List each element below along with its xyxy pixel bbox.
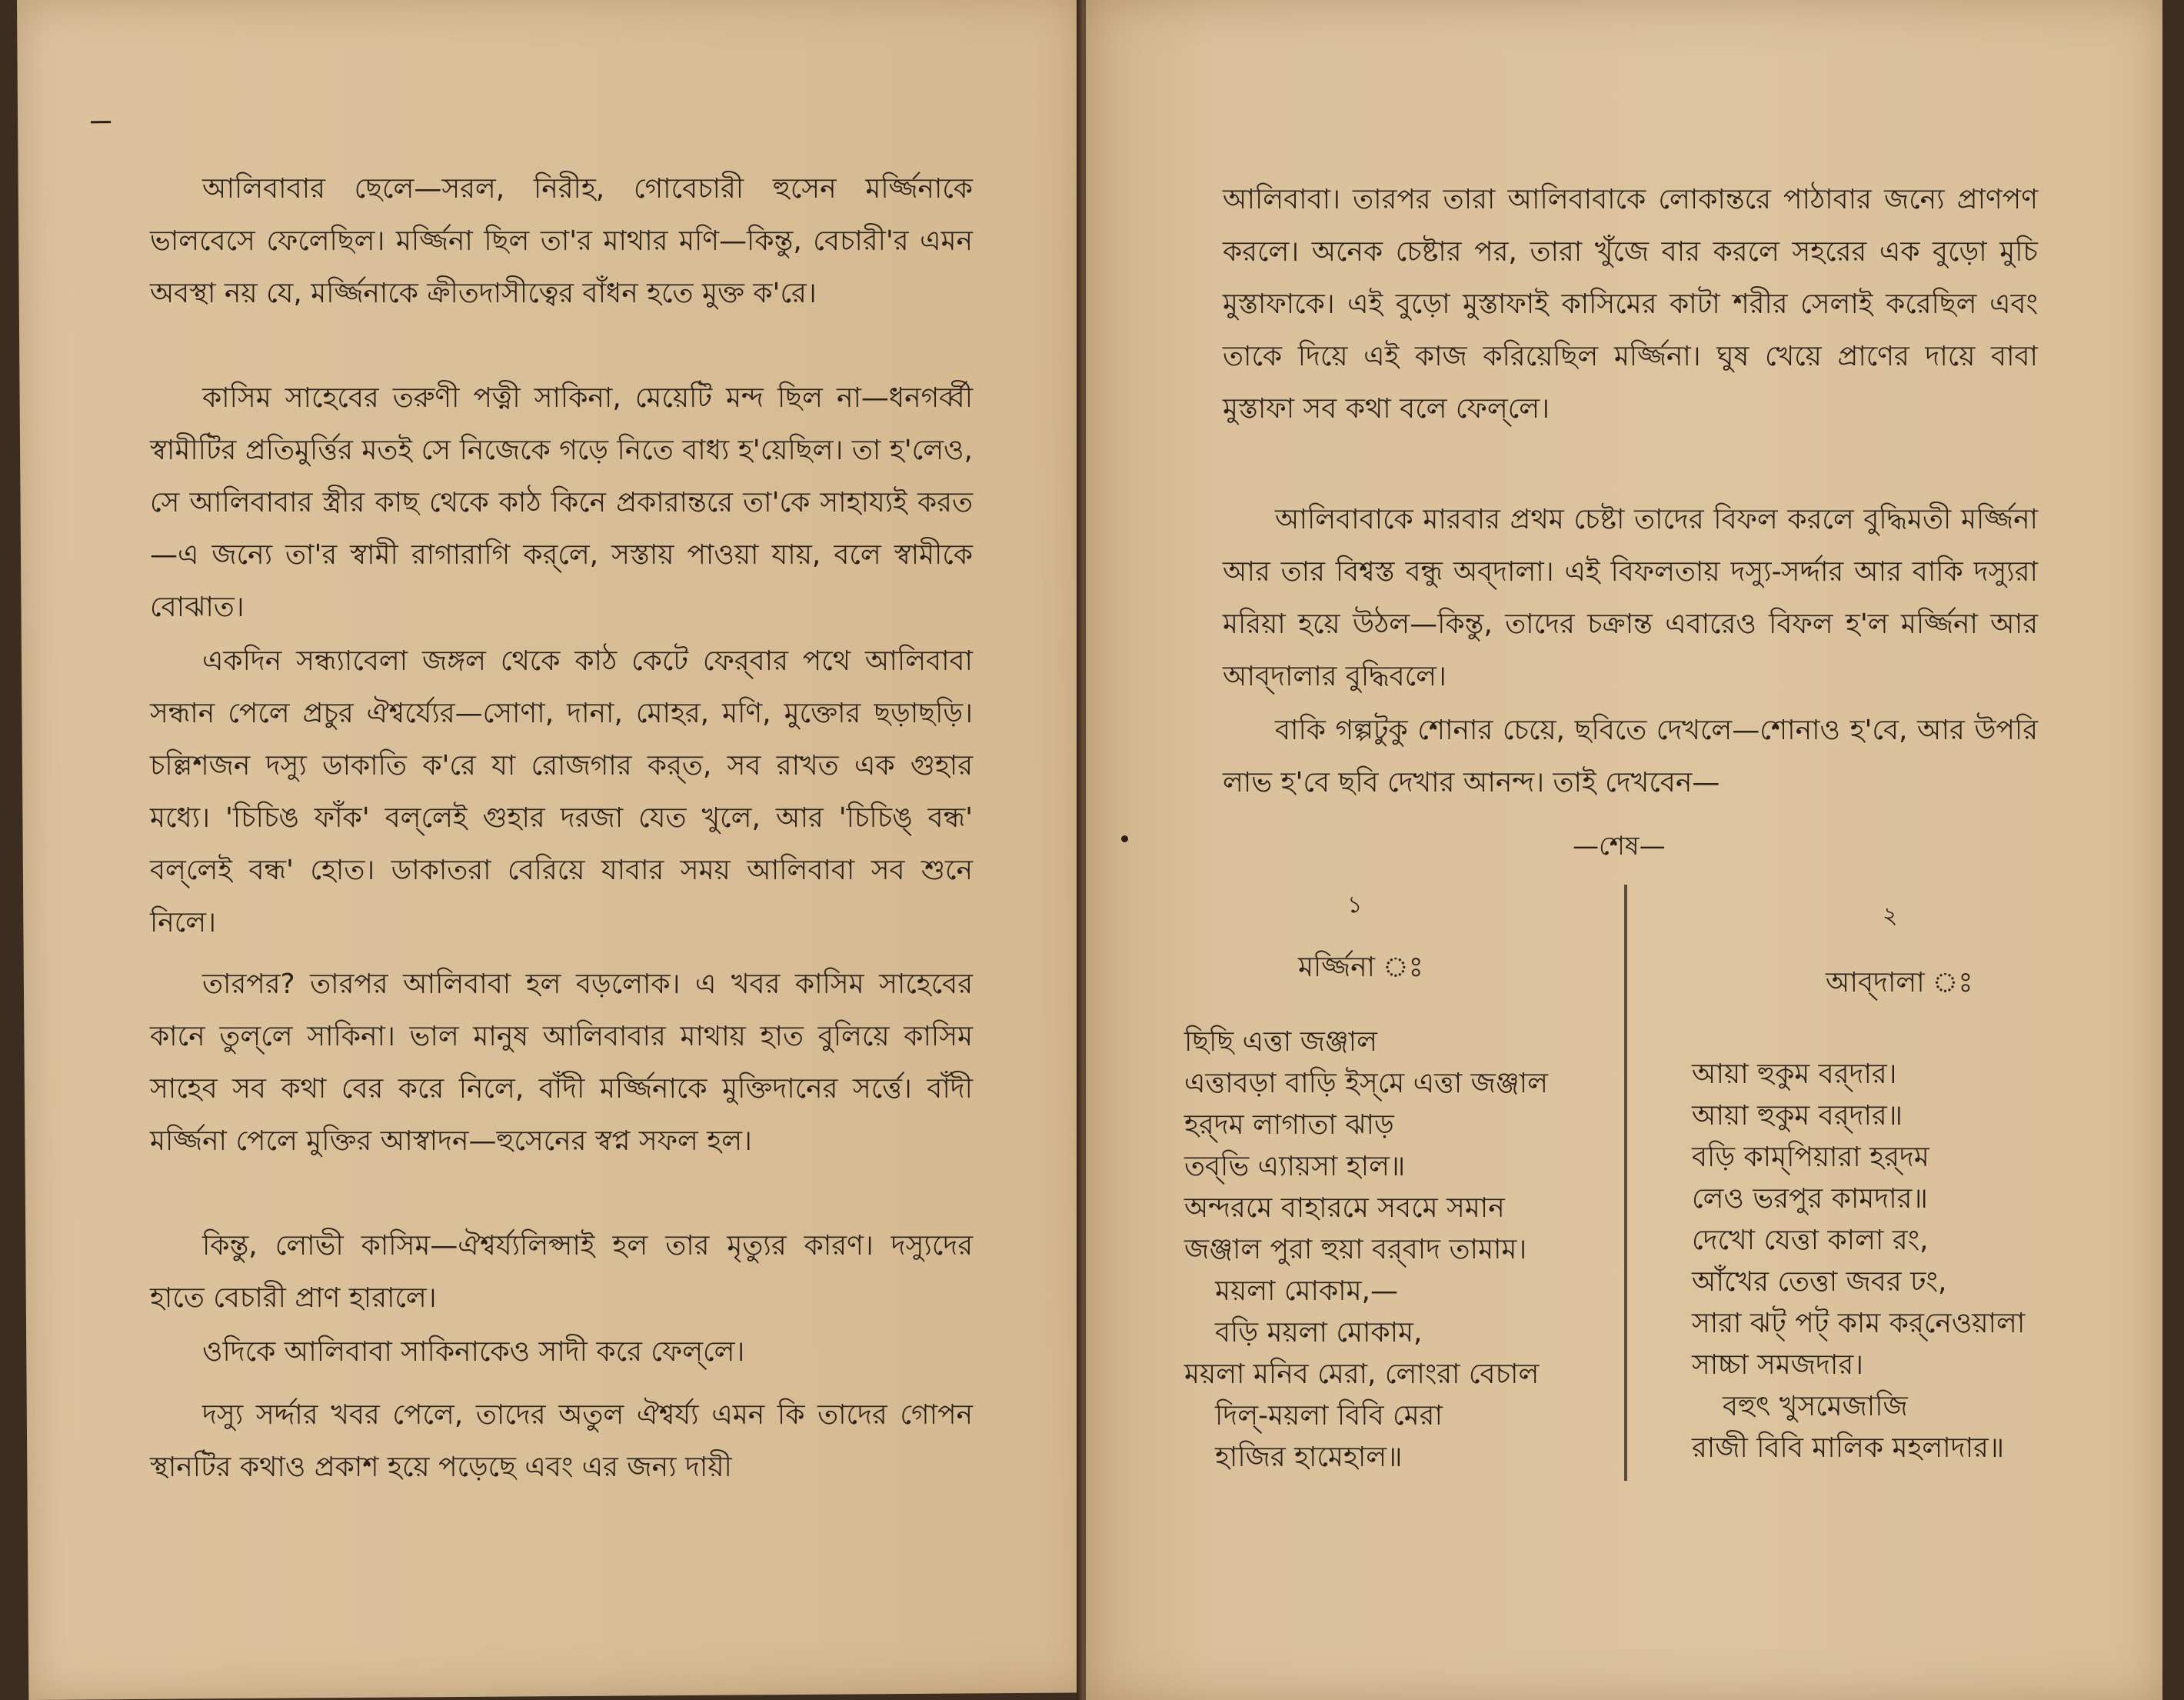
song-1-line: জঞ্জাল পুরা হুয়া বর্‌বাদ তামাম।	[1184, 1234, 1527, 1265]
left-paragraph-2: কাসিম সাহেবের তরুণী পত্নী সাকিনা, মেয়েটি মন্দ ছিল না—ধনগর্ব্বী স্বামীটির প্রতিমুর্ত্তির মতই সে নিজেকে গড়ে নিতে বাধ্য হ'য়েছিল। তা হ'লেও, সে আলিবাবার স্ত্রীর কাছ থেকে কাঠ কিনে প্রকারান্তরে তা'কে সাহায্যই করত—এ জন্যে তা'র স্বামী রাগারাগি কর্‌লে, সস্তায় পাওয়া যায়, বলে স্বামীকে বোঝাত।	[150, 382, 973, 623]
left-paragraph-4: তারপর? তারপর আলিবাবা হল বড়লোক। এ খবর কাসিম সাহেবের কানে তুল্‌লে সাকিনা। ভাল মানুষ আলিবাবার মাথায় হাত বুলিয়ে কাসিম সাহেব সব কথা বের করে নিলে, বাঁদী মর্জ্জিনাকে মুক্তিদানের সর্ত্তে। বাঁদী মর্জ্জিনা পেলে মুক্তির আস্বাদন—হুসেনের স্বপ্ন সফল হল।	[150, 968, 973, 1157]
song-1-line: তব্‌ভি এ্যায়সা হাল॥	[1184, 1151, 1406, 1182]
right-paragraph-2: আলিবাবাকে মারবার প্রথম চেষ্টা তাদের বিফল করলে বুদ্ধিমতী মর্জ্জিনা আর তার বিশ্বস্ত বন্ধু অব্‌দালা। এই বিফলতায় দস্যু-সর্দ্দার আর বাকি দস্যুরা মরিয়া হয়ে উঠল—কিন্তু, তাদের চক্রান্ত এবারেও বিফল হ'ল মর্জ্জিনা আর আব্‌দালার বুদ্ধিবলে।	[1223, 504, 2038, 692]
song-2-line: আয়া হুকুম বর্‌দার।	[1692, 1058, 1897, 1090]
song-2-line: লেও ভরপুর কামদার॥	[1692, 1183, 1928, 1215]
song-2-lyrics	[1692, 1054, 2025, 1469]
song-2-line: রাজী বিবি মালিক মহলাদার॥	[1692, 1432, 2005, 1464]
column-divider	[1624, 885, 1627, 1481]
left-paragraph-7: দস্যু সর্দ্দার খবর পেলে, তাদের অতুল ঐশ্বর্য্য এমন কি তাদের গোপন স্থানটির কথাও প্রকাশ হয়ে পড়েছে এবং এর জন্য দায়ী	[150, 1399, 973, 1483]
song-1-line: ময়লা মনিব মেরা, লোংরা বেচাল	[1184, 1358, 1540, 1390]
ink-mark	[91, 121, 111, 123]
song-1-line: এত্তাবড়া বাড়ি ইস্‌মে এত্তা জঞ্জাল	[1184, 1068, 1548, 1099]
song-2-line: দেখো যেত্তা কালা রং,	[1692, 1225, 1929, 1256]
song-2-line: বড়ি কাম্‌পিয়ারা হর্‌দম	[1692, 1142, 1929, 1173]
song-2-number: ২	[1883, 902, 1898, 929]
song-1-line: হর্‌দম লাগাতা ঝাড়	[1184, 1109, 1394, 1141]
song-2-line: আঁখের তেত্তা জবর ঢং,	[1692, 1266, 1947, 1298]
song-1-line: দিল্‌-ময়লা বিবি মেরা	[1215, 1400, 1443, 1432]
left-paragraph-5: কিন্তু, লোভী কাসিম—ঐশ্বর্য্যলিপ্সাই হল তার মৃত্যুর কারণ। দস্যুদের হাতে বেচারী প্রাণ হারালে।	[150, 1230, 973, 1314]
song-1-line: ছিছি এত্তা জঞ্জাল	[1184, 1026, 1377, 1058]
song-2-line: আয়া হুকুম বর্‌দার॥	[1692, 1100, 1903, 1132]
right-paragraph-3: বাকি গল্পটুকু শোনার চেয়ে, ছবিতে দেখলে—শোনাও হ'বে, আর উপরি লাভ হ'বে ছবি দেখার আনন্দ। তাই দেখবেন—	[1223, 715, 2038, 798]
left-paragraph-6: ওদিকে আলিবাবা সাকিনাকেও সাদী করে ফেল্‌লে।	[202, 1336, 745, 1368]
song-2-line: বহুৎ খুসমেজাজি	[1723, 1391, 1908, 1422]
song-2-heading: আব্‌দালা ঃ	[1826, 967, 1973, 998]
song-1-line: হাজির হামেহাল॥	[1215, 1442, 1403, 1473]
song-1-line: অন্দরমে বাহারমে সবমে সমান	[1184, 1192, 1505, 1224]
right-paragraph-1: আলিবাবা। তারপর তারা আলিবাবাকে লোকান্তরে পাঠাবার জন্যে প্রাণপণ করলে। অনেক চেষ্টার পর, তারা খুঁজে বার করলে সহরের এক বুড়ো মুচি মুস্তাফাকে। এই বুড়ো মুস্তাফাই কাসিমের কাটা শরীর সেলাই করেছিল এবং তাকে দিয়ে এই কাজ করিয়েছিল মর্জ্জিনা। ঘুষ খেয়ে প্রাণের দায়ে বাবা মুস্তাফা সব কথা বলে ফেল্‌লে।	[1223, 184, 2038, 425]
end-mark: —শেষ—	[1573, 831, 1666, 862]
song-2-line: সাচ্চা সমজদার।	[1692, 1349, 1863, 1381]
left-paragraph-3: একদিন সন্ধ্যাবেলা জঙ্গল থেকে কাঠ কেটে ফের্‌বার পথে আলিবাবা সন্ধান পেলে প্রচুর ঐশ্বর্য্যের—সোণা, দানা, মোহর, মণি, মুক্তোর ছড়াছড়ি। চল্লিশজন দস্যু ডাকাতি ক'রে যা রোজগার কর্‌ত, সব রাখত এক গুহার মধ্যে। 'চিচিঙ ফাঁক' বল্‌লেই গুহার দরজা যেত খুলে, আর 'চিচিঙ্‌ বন্ধ' বল্‌লেই বন্ধ' হোত। ডাকাতরা বেরিয়ে যাবার সময় আলিবাবা সব শুনে নিলে।	[150, 645, 973, 938]
song-2-line: সারা ঝট্‌ পট্‌ কাম কর্‌নেওয়ালা	[1692, 1308, 2026, 1339]
ink-dot	[1121, 835, 1128, 842]
song-1-lyrics	[1184, 1022, 1548, 1478]
song-1-number: ১	[1347, 892, 1363, 918]
song-1-line: বড়ি ময়লা মোকাম,	[1215, 1317, 1423, 1348]
song-1-heading: মর্জ্জিনা ঃ	[1298, 952, 1423, 983]
song-1-line: ময়লা মোকাম,—	[1215, 1275, 1398, 1307]
left-paragraph-1: আলিবাবার ছেলে—সরল, নিরীহ, গোবেচারী হুসেন মর্জ্জিনাকে ভালবেসে ফেলেছিল। মর্জ্জিনা ছিল তা'র মাথার মণি—কিন্তু, বেচারী'র এমন অবস্থা নয় যে, মর্জ্জিনাকে ক্রীতদাসীত্বের বাঁধন হতে মুক্ত ক'রে।	[150, 173, 973, 309]
